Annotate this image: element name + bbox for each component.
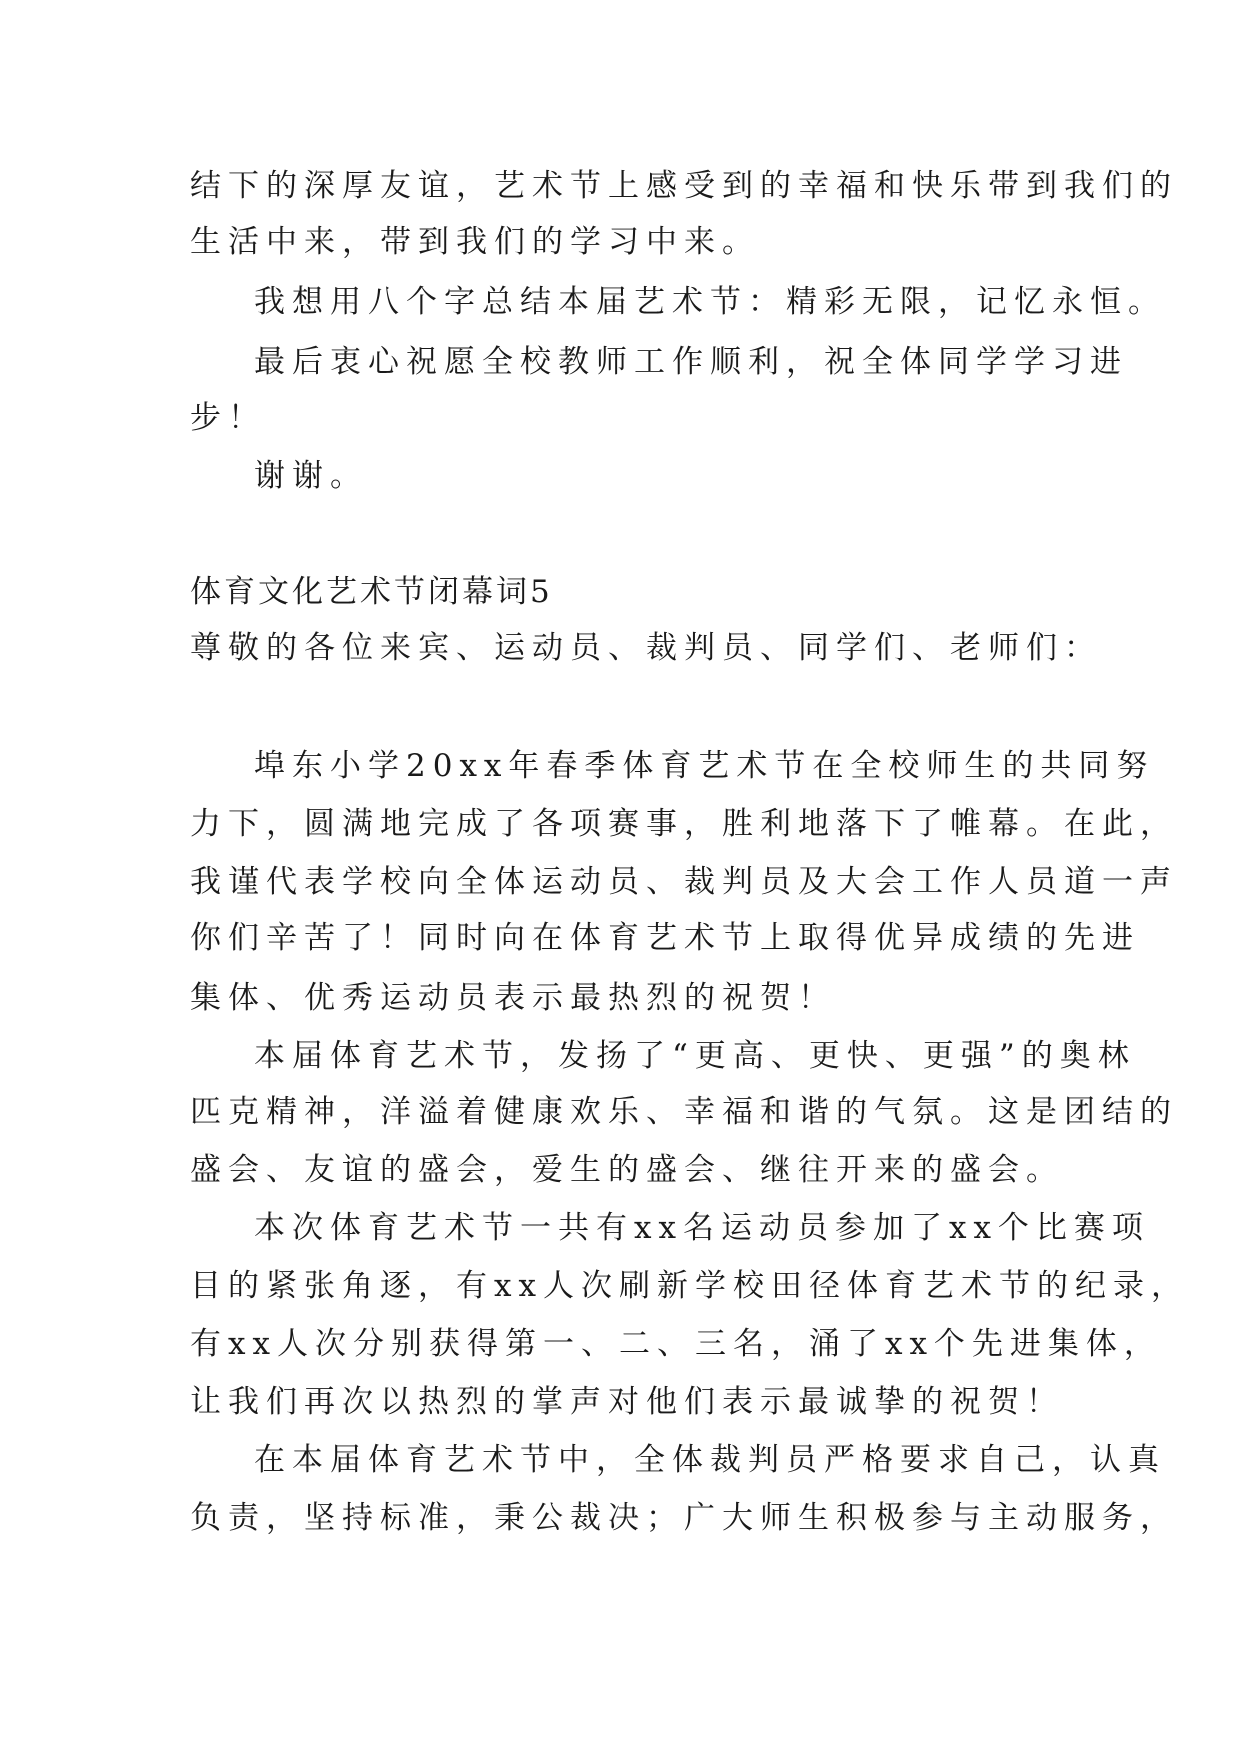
text-line: 生活中来，带到我们的学习中来。 bbox=[190, 224, 760, 260]
text-line: 最后衷心祝愿全校教师工作顺利，祝全体同学学习进 bbox=[254, 344, 1128, 380]
text-line: 集体、优秀运动员表示最热烈的祝贺！ bbox=[190, 980, 836, 1016]
text-line: 匹克精神，洋溢着健康欢乐、幸福和谐的气氛。这是团结的 bbox=[190, 1094, 1178, 1130]
salutation: 尊敬的各位来宾、运动员、裁判员、同学们、老师们： bbox=[190, 630, 1102, 666]
text-line: 负责，坚持标准，秉公裁决；广大师生积极参与主动服务， bbox=[190, 1500, 1178, 1536]
text-line: 让我们再次以热烈的掌声对他们表示最诚挚的祝贺！ bbox=[190, 1384, 1064, 1420]
text-line: 目的紧张角逐，有xx人次刷新学校田径体育艺术节的纪录， bbox=[190, 1268, 1189, 1304]
text-line: 你们辛苦了！同时向在体育艺术节上取得优异成绩的先进 bbox=[190, 920, 1140, 956]
text-line: 我想用八个字总结本届艺术节：精彩无限，记忆永恒。 bbox=[254, 284, 1166, 320]
text-line: 有xx人次分别获得第一、二、三名，涌了xx个先进集体， bbox=[190, 1326, 1162, 1362]
text-line: 在本届体育艺术节中，全体裁判员严格要求自己，认真 bbox=[254, 1442, 1166, 1478]
text-line: 埠东小学20xx年春季体育艺术节在全校师生的共同努 bbox=[254, 748, 1155, 784]
text-line: 步！ bbox=[190, 400, 266, 436]
text-line: 结下的深厚友谊，艺术节上感受到的幸福和快乐带到我们的 bbox=[190, 168, 1178, 204]
text-line: 谢谢。 bbox=[254, 458, 368, 494]
text-line: 本次体育艺术节一共有xx名运动员参加了xx个比赛项 bbox=[254, 1210, 1150, 1246]
text-line: 盛会、友谊的盛会，爱生的盛会、继往开来的盛会。 bbox=[190, 1152, 1064, 1188]
text-line: 力下，圆满地完成了各项赛事，胜利地落下了帷幕。在此， bbox=[190, 806, 1178, 842]
text-line: 本届体育艺术节，发扬了“更高、更快、更强”的奥林 bbox=[254, 1038, 1136, 1074]
section-title: 体育文化艺术节闭幕词5 bbox=[190, 574, 553, 610]
text-line: 我谨代表学校向全体运动员、裁判员及大会工作人员道一声 bbox=[190, 864, 1178, 900]
